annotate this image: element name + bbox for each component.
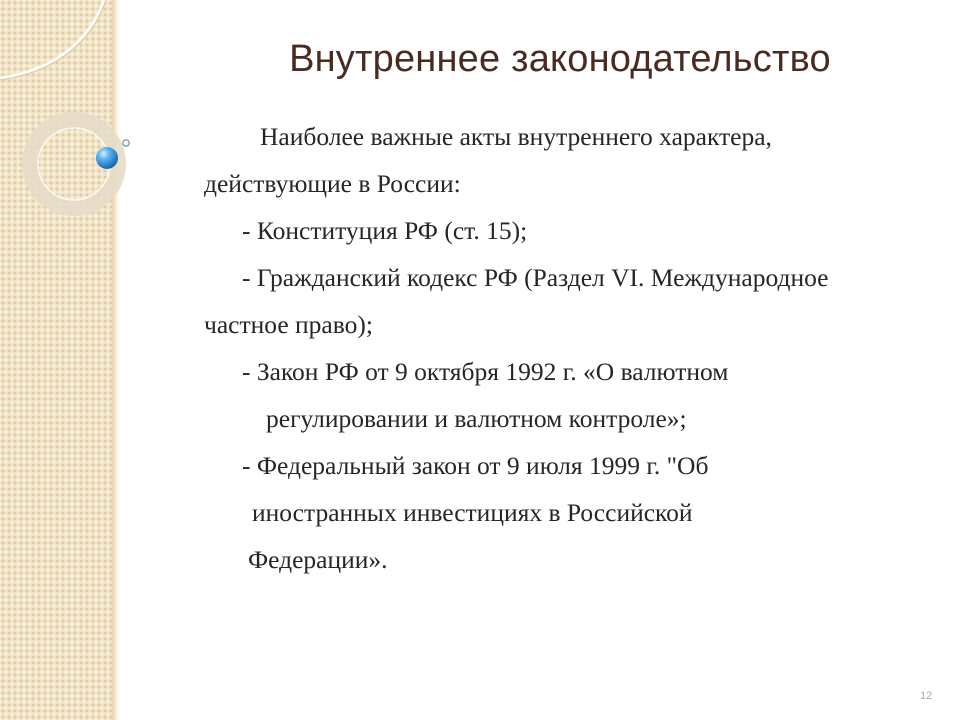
body-line-8: - Федеральный закон от 9 июля 1999 г. "Об (242, 451, 709, 480)
body-line-5: частное право); (204, 310, 373, 339)
small-ring-icon (123, 140, 129, 146)
body-line-7: регулировании и валютном контроле»; (266, 404, 687, 433)
decorative-rings (0, 0, 180, 260)
body-line-6: - Закон РФ от 9 октября 1992 г. «О валютном (242, 357, 729, 386)
body-line-2: действующие в России: (204, 169, 461, 198)
page-number: 12 (920, 690, 933, 702)
body-line-4: - Гражданский кодекс РФ (Раздел VI. Международное (242, 263, 829, 292)
curved-line (0, 0, 104, 78)
body-line-1: Наиболее важные акты внутреннего характера, (260, 122, 772, 151)
body-line-10: Федерации». (248, 545, 388, 574)
body-line-3: - Конституция РФ (ст. 15); (242, 216, 528, 245)
slide-title: Внутреннее законодательство (289, 38, 831, 80)
curved-line-shadow (0, 0, 106, 80)
body-line-9: иностранных инвестициях в Российской (252, 498, 693, 527)
blue-ball-icon (96, 147, 118, 169)
